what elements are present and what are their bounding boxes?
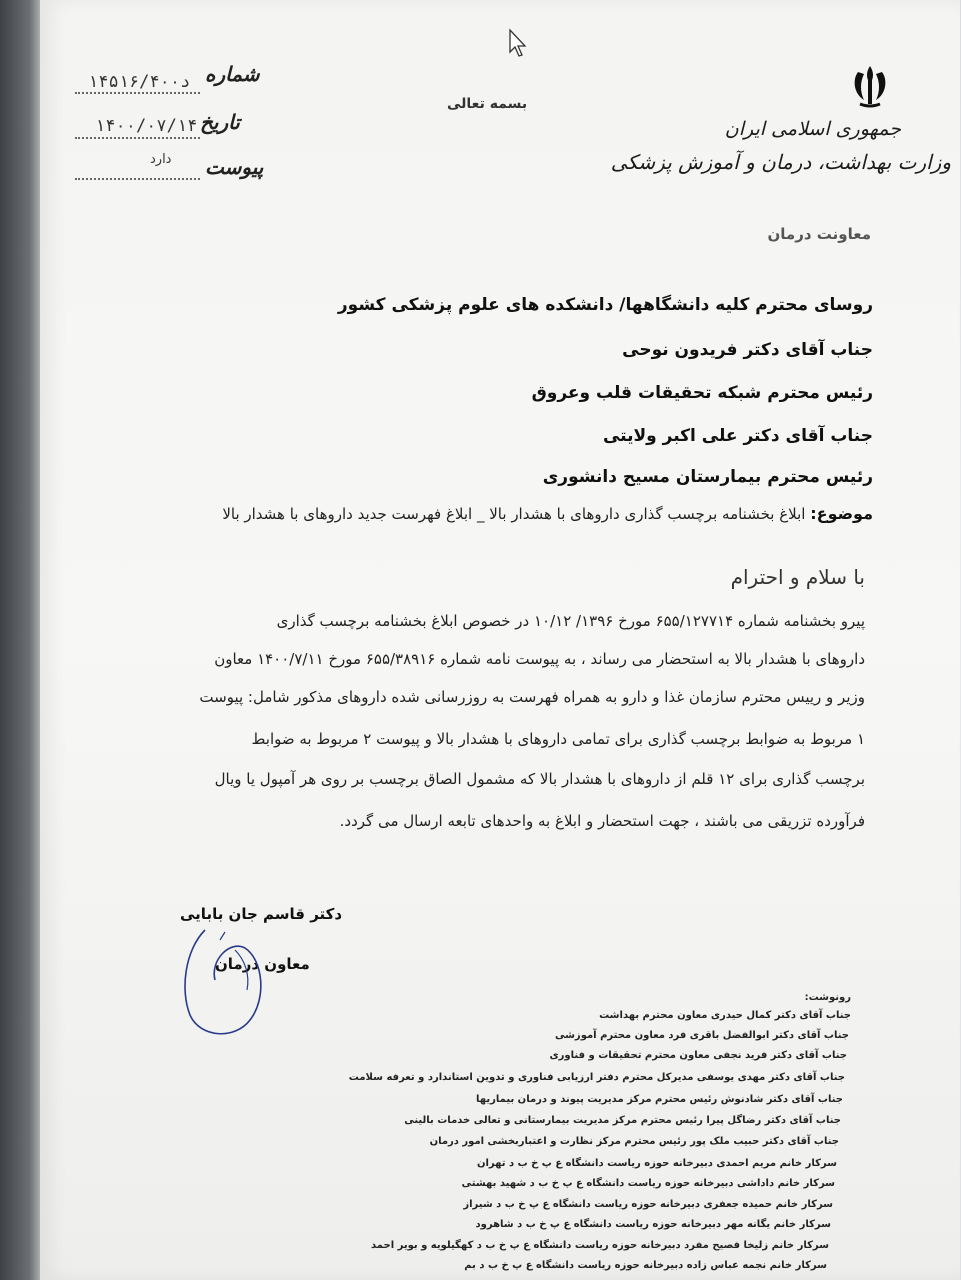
cc-item: سرکار خانم داداشی دبیرخانه حوزه ریاست دانشگاه ع پ خ ب د شهید بهشتی (461, 1178, 835, 1189)
greeting: با سلام و احترام (730, 565, 865, 589)
subject-label: موضوع: (810, 504, 873, 523)
addressee-line: روسای محترم کلیه دانشگاهها/ دانشکده های علوم پزشکی کشور (337, 295, 873, 315)
cc-item: سرکار خانم زلیخا فصیح مفرد دبیرخانه حوزه ریاست دانشگاه ع پ خ ب د کهگیلویه و بویر احمد (371, 1240, 829, 1251)
addressee-line: جناب آقای دکتر فریدون نوحی (622, 340, 873, 360)
cc-item: سرکار خانم مریم احمدی دبیرخانه حوزه ریاست دانشگاه ع پ خ ب د تهران (476, 1158, 837, 1169)
cc-item: سرکار خانم حمیده جعفری دبیرخانه حوزه ریاست دانشگاه ع پ خ ب د شیراز (463, 1199, 833, 1210)
body-line: وزیر و رییس محترم سازمان غذا و دارو به همراه فهرست به روزرسانی شده داروهای مذکور شامل: پیوست (199, 688, 865, 706)
handwritten-signature-icon (175, 920, 275, 1040)
addressee-line: رئیس محترم بیمارستان مسیح دانشوری (542, 467, 873, 487)
date-label: تاریخ (200, 110, 240, 134)
cc-item: جناب آقای دکتر ابوالفضل باقری فرد معاون محترم آموزشی (554, 1030, 849, 1041)
body-line: ۱ مربوط به ضوابط برچسب گذاری برای تمامی داروهای با هشدار بالا و پیوست ۲ مربوط به ضوابط (251, 730, 865, 748)
subject-line (222, 504, 873, 523)
cc-item: سرکار خانم یگانه مهر دبیرخانه حوزه ریاست دانشگاه ع پ خ ب د شاهرود (475, 1219, 831, 1230)
signer-title: معاون درمان (215, 955, 310, 973)
attachment-status: دارد (150, 152, 172, 167)
body-line: برچسب گذاری برای ۱۲ قلم از داروهای با هشدار بالا که مشمول الصاق برچسب بر روی هر آمپول یا ویال (214, 770, 865, 788)
date-dotted-line (75, 137, 200, 139)
addressee-line: جناب آقای دکتر علی اکبر ولایتی (602, 426, 873, 446)
monitor-bezel (0, 0, 42, 1280)
cc-heading: رونوشت: (804, 992, 851, 1003)
mouse-cursor-icon (508, 28, 526, 58)
addressee-line: رئیس محترم شبکه تحقیقات قلب وعروق (531, 383, 873, 403)
letter-number: د۱۴۵۱۶/۴۰۰ (88, 72, 191, 92)
cc-item: سرکار خانم نجمه عباس زاده دبیرخانه حوزه ریاست دانشگاه ع پ خ ب د بم (464, 1260, 827, 1271)
cc-item: جناب آقای دکتر فرید نجفی معاون محترم تحقیقات و فناوری (549, 1050, 847, 1061)
body-line: پیرو بخشنامه شماره ۶۵۵/۱۲۷۷۱۴ مورخ ۱۳۹۶/ ۱۰/۱۲ در خصوص ابلاغ بخشنامه برچسب گذاری (276, 612, 865, 630)
attachment-label: پیوست (205, 155, 264, 179)
cc-item: جناب آقای دکتر حبیب ملک پور رئیس محترم مرکز نظارت و اعتباربخشی امور درمان (429, 1136, 839, 1147)
letter-document (40, 0, 960, 1280)
cc-item: جناب آقای دکتر شادنوش رئیس محترم مرکز مدیریت پیوند و درمان بیماریها (476, 1094, 843, 1105)
number-label: شماره (205, 62, 260, 86)
basmala-heading: بسمه تعالی (447, 96, 528, 112)
body-line: داروهای با هشدار بالا به استحضار می رساند ، به پیوست نامه شماره ۶۵۵/۳۸۹۱۶ مورخ ۱۴۰۰/۷/۱۱ معاون (214, 650, 865, 668)
letter-date: ۱۴۰۰/۰۷/۱۴ (95, 116, 198, 136)
deputy-office: معاونت درمان (767, 225, 871, 243)
ministry-name-line-1: جمهوری اسلامی ایران (724, 118, 901, 140)
iran-emblem-icon (840, 62, 900, 110)
attachment-dotted-line (75, 178, 200, 180)
subject-text: ابلاغ بخشنامه برچسب گذاری داروهای با هشدار بالا _ ابلاغ فهرست جدید داروهای با هشدار بالا (222, 505, 806, 523)
cc-item: جناب آقای دکتر کمال حیدری معاون محترم بهداشت (599, 1010, 851, 1021)
body-line: فرآورده تزریقی می باشند ، جهت استحضار و ابلاغ به واحدهای تابعه ارسال می گردد. (339, 812, 865, 830)
cc-item: جناب آقای دکتر مهدی یوسفی مدیرکل محترم دفتر ارزیابی فناوری و تدوین استاندارد و تعرفه سلامت (348, 1072, 845, 1083)
number-dotted-line (75, 92, 200, 94)
ministry-name-line-2: وزارت بهداشت، درمان و آموزش پزشکی (610, 150, 951, 174)
cc-item: جناب آقای دکتر رضاگل پیرا رئیس محترم مرکز مدیریت بیمارستانی و تعالی خدمات بالینی (404, 1115, 841, 1126)
signer-name: دکتر قاسم جان بابایی (180, 905, 343, 923)
